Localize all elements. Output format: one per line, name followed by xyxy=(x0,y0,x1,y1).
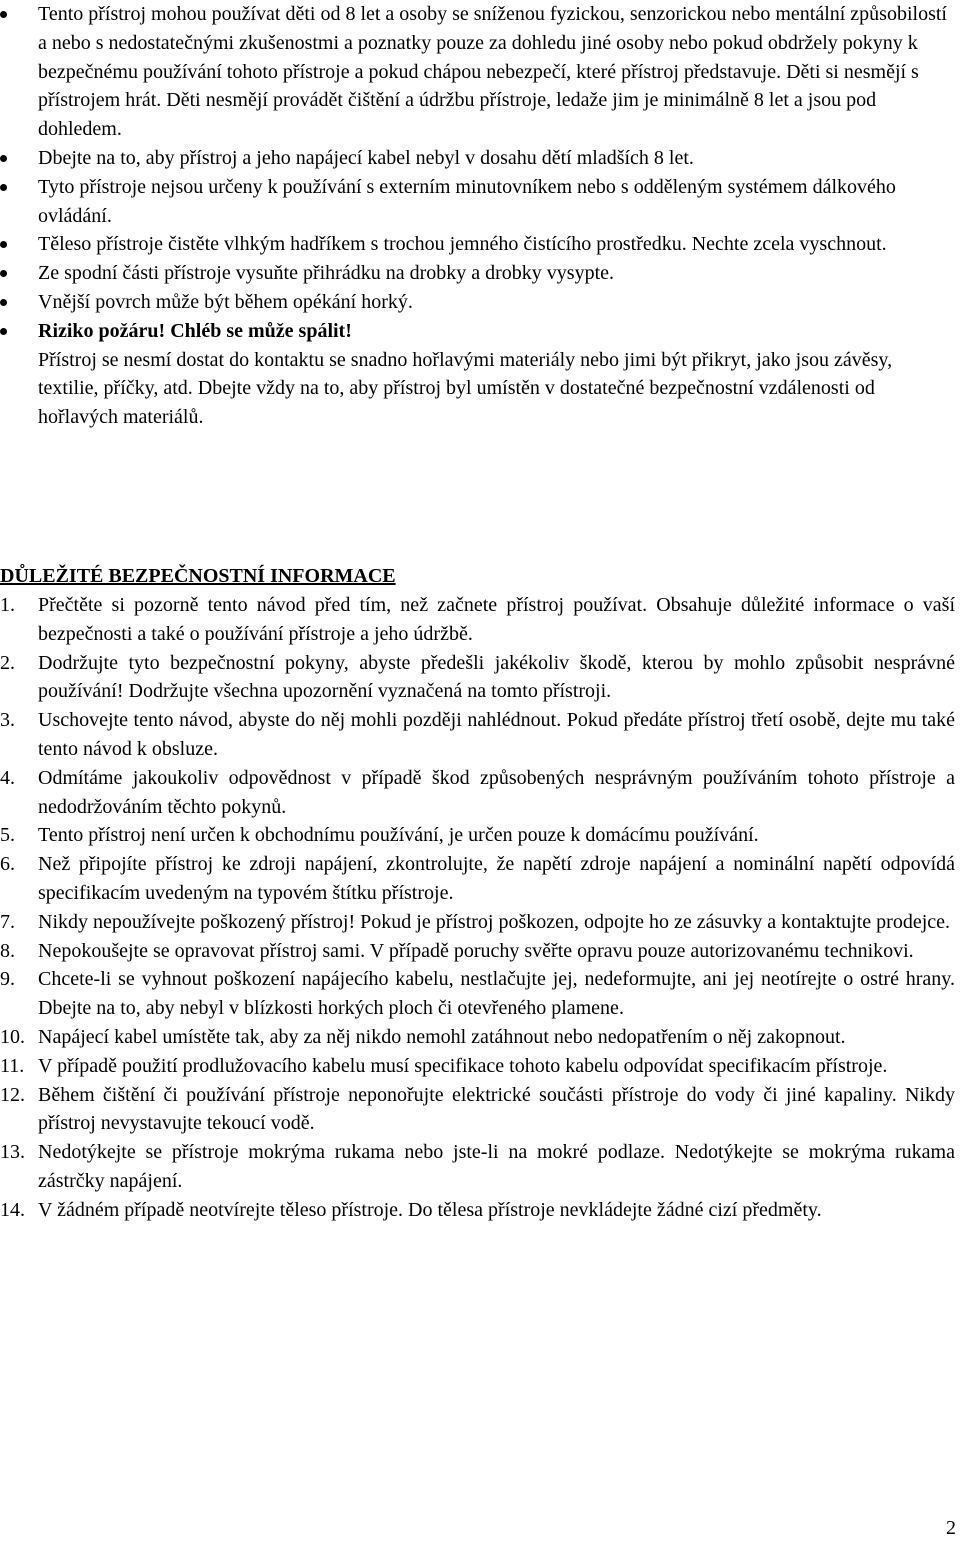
item-text: Přečtěte si pozorně tento návod před tím, než začnete přístroj používat. Obsahuje důležité informace o vaší bezpečnosti a také o používání přístroje a jeho údržbě. xyxy=(38,594,955,645)
list-item xyxy=(0,706,955,764)
item-text: Napájecí kabel umístěte tak, aby za něj nikdo nemohl zatáhnout nebo nedopatřením o něj zakopnout. xyxy=(38,1025,846,1048)
item-number: 4. xyxy=(0,766,15,789)
bullet-text: Ze spodní části přístroje vysuňte přihrádku na drobky a drobky vysypte. xyxy=(38,262,614,285)
bullet-icon xyxy=(0,241,7,248)
list-item xyxy=(0,649,955,707)
item-text: V žádném případě neotvírejte těleso přístroje. Do tělesa přístroje nevkládejte žádné cizí předměty. xyxy=(38,1198,822,1221)
bullet-list xyxy=(0,0,955,432)
bullet-icon xyxy=(0,11,7,18)
item-text: Během čištění či používání přístroje neponořujte elektrické součásti přístroje do vody či jiné kapaliny. Nikdy přístroj nevystavujte tekoucí vodě. xyxy=(38,1083,955,1135)
bullet-icon xyxy=(0,328,7,335)
item-text: Nedotýkejte se přístroje mokrýma rukama nebo jste-li na mokré podlaze. Nedotýkejte se mokrýma rukama zástrčky napájení. xyxy=(38,1141,955,1192)
item-number: 10. xyxy=(0,1025,25,1048)
fire-warning-text: Přístroj se nesmí dostat do kontaktu se snadno hořlavými materiály nebo jimi být přikryt, jako jsou závěsy, textilie, příčky, atd. Dbejte vždy na to, aby přístroj byl umístěn v dostatečné bezpečnostní vzdálenosti od hořlavých materiálů. xyxy=(38,348,893,429)
list-item xyxy=(0,317,955,432)
bullet-text: Tento přístroj mohou používat děti od 8 let a osoby se sníženou fyzickou, senzorickou nebo mentální způsobilostí a nebo s nedostatečnými zkušenostmi a poznatky pouze za dohledu jiné osoby nebo pokud obdržely pokyny k bezpečnému používání tohoto přístroje a pokud chápou nebezpečí, které přístroj představuje. Děti si nesmějí s přístrojem hrát. Děti nesmějí provádět čištění a údržbu přístroje, ledaže jim je minimálně 8 let a jsou pod dohledem. xyxy=(38,3,947,141)
item-number: 1. xyxy=(0,594,15,616)
item-number: 12. xyxy=(0,1083,25,1106)
item-number: 9. xyxy=(0,968,15,991)
list-item xyxy=(0,259,955,288)
item-number: 3. xyxy=(0,709,15,732)
list-item xyxy=(0,1023,955,1052)
item-text: Než připojíte přístroj ke zdroji napájení, zkontrolujte, že napětí zdroje napájení a nominální napětí odpovídá specifikacím uvedeným na typovém štítku přístroje. xyxy=(38,853,955,904)
item-number: 5. xyxy=(0,824,15,847)
list-item xyxy=(0,288,955,317)
bullet-text: Vnější povrch může být během opékání horký. xyxy=(38,290,413,313)
item-text: Nepokoušejte se opravovat přístroj sami. V případě poruchy svěřte opravu pouze autorizovanému technikovi. xyxy=(38,939,914,962)
bullet-text: Dbejte na to, aby přístroj a jeho napájecí kabel nebyl v dosahu dětí mladších 8 let. xyxy=(38,146,694,169)
list-item xyxy=(0,1196,955,1225)
list-item xyxy=(0,0,955,144)
list-item xyxy=(0,908,955,937)
item-number: 6. xyxy=(0,853,15,876)
bullet-text: Těleso přístroje čistěte vlhkým hadříkem s trochou jemného čistícího prostředku. Nechte zcela vyschnout. xyxy=(38,233,887,256)
list-item xyxy=(0,821,955,850)
list-item xyxy=(0,173,955,231)
bullet-text: Tyto přístroje nejsou určeny k používání s externím minutovníkem nebo s odděleným systémem dálkového ovládání. xyxy=(38,175,896,227)
page-number: 2 xyxy=(946,1517,956,1539)
numbered-list xyxy=(0,591,955,1225)
item-number: 2. xyxy=(0,651,15,674)
list-item xyxy=(0,1138,955,1196)
item-text: Dodržujte tyto bezpečnostní pokyny, abyste předešli jakékoliv škodě, kterou by mohlo způsobit nesprávné používání! Dodržujte všechna upozornění vyznačená na tomto přístroji. xyxy=(38,651,955,703)
item-text: Nikdy nepoužívejte poškozený přístroj! Pokud je přístroj poškozen, odpojte ho ze zásuvky a kontaktujte prodejce. xyxy=(38,910,951,933)
item-text: Uschovejte tento návod, abyste do něj mohli později nahlédnout. Pokud předáte přístroj třetí osobě, dejte mu také tento návod k obsluze. xyxy=(38,709,955,760)
item-number: 13. xyxy=(0,1141,25,1164)
bullet-icon xyxy=(0,184,7,191)
list-item xyxy=(0,144,955,173)
list-item xyxy=(0,937,955,966)
list-item xyxy=(0,764,955,822)
list-item xyxy=(0,850,955,908)
bullet-icon xyxy=(0,155,7,162)
item-text: Chcete-li se vyhnout poškození napájecího kabelu, nestlačujte jej, nedeformujte, ani jej neotírejte o ostré hrany. Dbejte na to, aby nebyl v blízkosti horkých ploch či otevřeného plamene. xyxy=(38,968,955,1020)
list-item xyxy=(0,230,955,259)
item-number: 11. xyxy=(0,1054,25,1077)
item-text: V případě použití prodlužovacího kabelu musí specifikace tohoto kabelu odpovídat specifikacím přístroje. xyxy=(38,1054,888,1077)
list-item xyxy=(0,965,955,1023)
item-text: Tento přístroj není určen k obchodnímu používání, je určen pouze k domácímu používání. xyxy=(38,824,759,847)
section-heading: DŮLEŽITÉ BEZPEČNOSTNÍ INFORMACE xyxy=(0,565,396,587)
list-item xyxy=(0,1081,955,1139)
bullet-icon xyxy=(0,270,7,277)
bullet-icon xyxy=(0,299,7,306)
item-number: 8. xyxy=(0,939,15,962)
list-item xyxy=(0,1052,955,1081)
item-number: 14. xyxy=(0,1198,25,1221)
list-item xyxy=(0,591,955,649)
item-number: 7. xyxy=(0,910,15,933)
item-text: Odmítáme jakoukoliv odpovědnost v případě škod způsobených nesprávným používáním tohoto přístroje a nedodržováním těchto pokynů. xyxy=(38,766,955,818)
fire-warning: Riziko požáru! Chléb se může spálit! xyxy=(38,319,352,342)
